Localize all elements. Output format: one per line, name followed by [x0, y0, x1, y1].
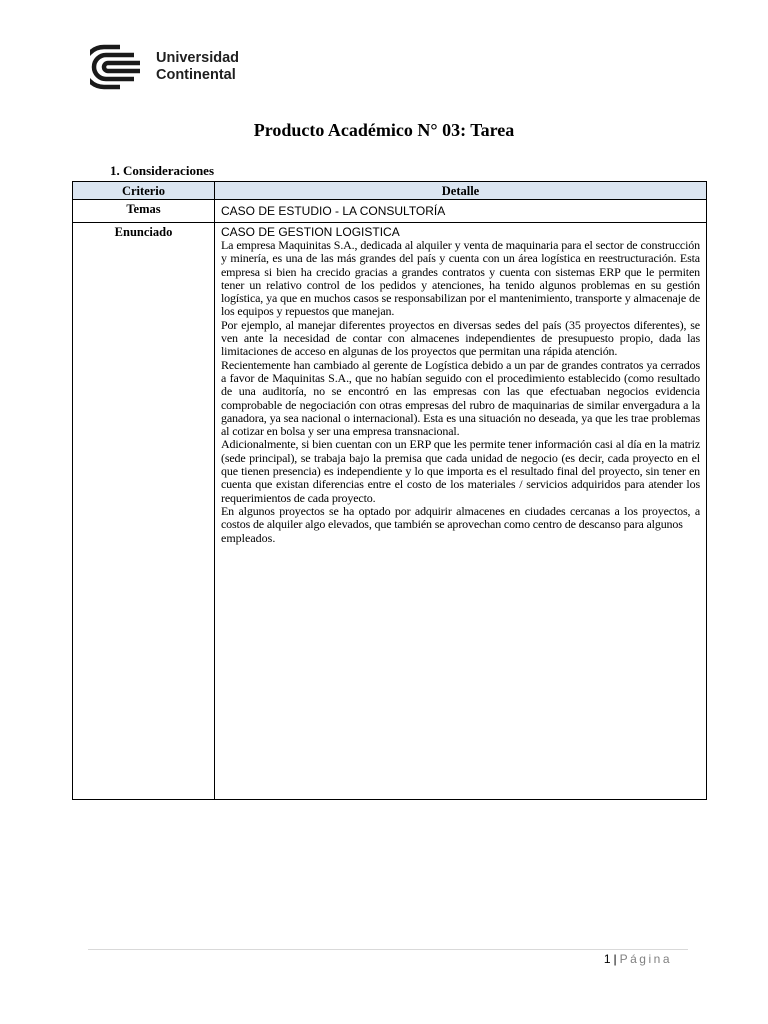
- temas-value: CASO DE ESTUDIO - LA CONSULTORÍA: [215, 200, 707, 223]
- logo-line-1: Universidad: [156, 50, 239, 66]
- case-title: CASO DE GESTION LOGISTICA: [221, 225, 400, 239]
- page-footer: [604, 952, 672, 966]
- paragraph-1: La empresa Maquinitas S.A., dedicada al alquiler y venta de maquinaria para el sector de construcción y minería, es una de las más grandes del país y cuenta con un área logística en reestructuración. Esta empresa si bien ha crecido gracias a grandes contratos y cuenta con sistemas ERP que le permiten tener un relativo control de los pedidos y atenciones, ha tenido algunos problemas en su gestión logística, ya que en muchos casos se responsabilizan por el mantenimiento, transporte y almacenaje de los equipos y repuestos que manejan.: [221, 238, 700, 319]
- header-criterio: Criterio: [73, 182, 215, 200]
- enunciado-content: [215, 223, 707, 800]
- logo-text: [156, 50, 239, 84]
- paragraph-last-line: empleados.: [221, 530, 276, 545]
- paragraph-5: En algunos proyectos se ha optado por adquirir almacenes en ciudades cercanas a los proyectos, a costos de alquiler algo elevados, que también se aprovechan como centro de descanso para algunos: [221, 503, 700, 532]
- enunciado-label: Enunciado: [73, 223, 215, 800]
- logo-mark-icon: [90, 44, 150, 90]
- considerations-table: [72, 181, 707, 800]
- table-row-enunciado: [73, 223, 707, 800]
- table-header-row: [73, 182, 707, 200]
- section-heading: 1. Consideraciones: [110, 163, 214, 178]
- logo-line-2: Continental: [156, 67, 236, 83]
- university-logo: [90, 44, 260, 92]
- paragraph-4: Adicionalmente, si bien cuentan con un ERP que les permite tener información casi al día en la matriz (sede principal), se trabaja bajo la premisa que cada unidad de negocio (es decir, cada proyecto en el que tienen presencia) es independiente y lo que importa es el resultado final del proyecto, sin tener en cuenta que existan diferencias entre el costo de los materiales / servicios adquiridos para atender los requerimientos de cada proyecto.: [221, 437, 700, 505]
- document-title: Producto Académico N° 03: Tarea: [253, 120, 515, 140]
- table-row-temas: [73, 200, 707, 223]
- temas-label: Temas: [73, 200, 215, 223]
- page-number: 1: [603, 952, 611, 966]
- header-detalle: Detalle: [215, 182, 707, 200]
- paragraph-2: Por ejemplo, al manejar diferentes proyectos en diversas sedes del país (35 proyectos diferentes), se ven ante la necesidad de contar con almacenes independientes de presupuesto propio, dada las limitaciones de acceso en algunas de los proyectos que permitan una rápida atención.: [221, 317, 700, 359]
- page-label: Página: [619, 952, 672, 966]
- paragraph-3: Recientemente han cambiado al gerente de Logística debido a un par de grandes contratos ya cerrados a favor de Maquinitas S.A., que no habían seguido con el procedimiento establecido (como resultado de una auditoría, no se encontró en las empresas con las que efectuaban negocios evidencia comprobable de negociación con otras empresas del rubro de maquinarias de similar envergadura a la ganadora, ya sea nacional o internacional). Esta es una situación no deseada, ya que les trae problemas al cotizar en bolsa y ser una empresa transnacional.: [221, 357, 700, 439]
- footer-divider: [88, 949, 688, 950]
- footer-separator: |: [613, 952, 617, 966]
